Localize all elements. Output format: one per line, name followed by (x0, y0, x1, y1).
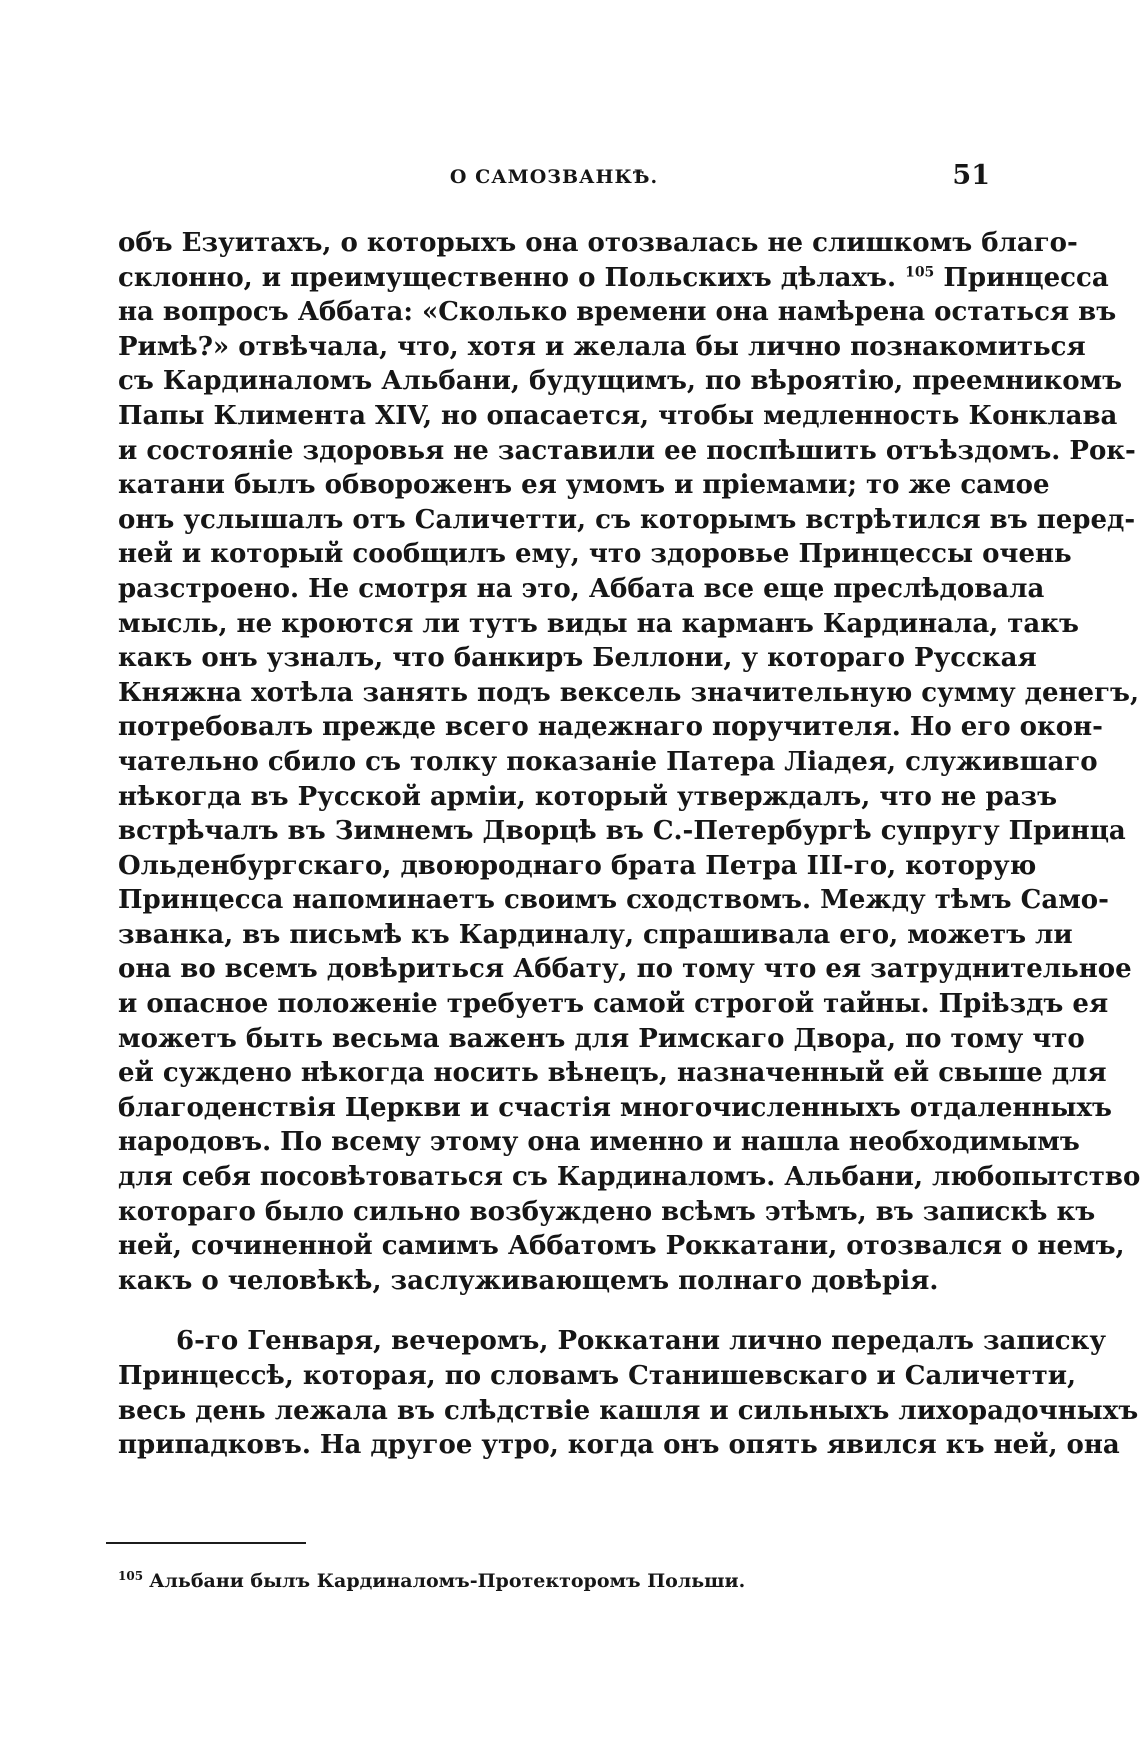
text-line: объ Езуитахъ, о которыхъ она отозвалась не слишкомъ благо- (118, 228, 1078, 258)
text-line-segment: склонно, и преимущественно о Польскихъ дѣлахъ. (118, 262, 897, 293)
text-line: какъ онъ узналъ, что банкиръ Беллони, у котораго Русская (118, 643, 1037, 674)
text-line: и состояніе здоровья не заставили ее поспѣшить отъѣздомъ. Рок- (118, 435, 1136, 466)
text-line: котораго было сильно возбуждено всѣмъ этѣмъ, въ запискѣ къ (118, 1196, 1096, 1227)
text-line: Княжна хотѣла занять подъ вексель значительную сумму денегъ, (118, 677, 1140, 708)
text-line: мысль, не кроются ли тутъ виды на карманъ Кардинала, такъ (118, 608, 1079, 639)
text-line: званка, въ письмѣ къ Кардиналу, спрашивала его, можетъ ли (118, 919, 1073, 950)
footnote-mark: 105 (118, 1568, 144, 1583)
paragraph-gap (118, 1298, 990, 1324)
paragraph-1 (118, 226, 1140, 1298)
text-line: ней и который сообщилъ ему, что здоровье Принцессы очень (118, 539, 1072, 570)
text-line: ей суждено нѣкогда носить вѣнецъ, назначенный ей свыше для (118, 1058, 1107, 1089)
page-header-title: О САМОЗВАНКѢ. (449, 166, 659, 188)
text-line: потребовалъ прежде всего надежнаго поручителя. Но его окон- (118, 712, 1103, 743)
body-text (118, 226, 1140, 1463)
text-line (118, 261, 1109, 296)
text-line: какъ о человѣкѣ, заслуживающемъ полнаго довѣрія. (118, 1265, 939, 1296)
text-line: встрѣчалъ въ Зимнемъ Дворцѣ въ С.-Петербургѣ супругу Принца (118, 816, 1126, 847)
text-line: онъ услышалъ отъ Саличетти, съ которымъ встрѣтился въ перед- (118, 504, 1136, 535)
text-line: для себя посовѣтоваться съ Кардиналомъ. Альбани, любопытство (118, 1162, 1140, 1193)
text-line: на вопросъ Аббата: «Сколько времени она намѣрена остаться въ (118, 297, 1117, 328)
text-line: припадковъ. На другое утро, когда онъ опять явился къ ней, она (118, 1430, 1120, 1461)
text-line: весь день лежала въ слѣдствіе кашля и сильныхъ лихорадочныхъ (118, 1395, 1139, 1426)
text-line: разстроено. Не смотря на это, Аббата все еще преслѣдовала (118, 573, 1045, 604)
footnote-reference[interactable]: 105 (905, 263, 935, 280)
footnote (118, 1570, 990, 1592)
text-line: Римѣ?» отвѣчала, что, хотя и желала бы лично познакомиться (118, 331, 1086, 362)
text-line: нѣкогда въ Русской арміи, который утверждалъ, что не разъ (118, 781, 1058, 812)
running-head (118, 160, 990, 196)
text-line: Принцессѣ, которая, по словамъ Станишевскаго и Саличетти, (118, 1361, 1077, 1391)
text-line: катани былъ обвороженъ ея умомъ и пріемами; то же самое (118, 470, 1050, 501)
text-line: 6-го Генваря, вечеромъ, Роккатани лично передалъ записку (176, 1326, 1106, 1357)
page-number: 51 (952, 160, 990, 191)
footnote-text: Альбани былъ Кардиналомъ-Протекторомъ Польши. (149, 1570, 746, 1592)
text-line: ней, сочиненной самимъ Аббатомъ Роккатани, отозвался о немъ, (118, 1231, 1125, 1262)
text-line-segment: Принцесса (943, 262, 1109, 293)
text-line: народовъ. По всему этому она именно и нашла необходимымъ (118, 1127, 1080, 1158)
text-line: и опасное положеніе требуетъ самой строгой тайны. Пріѣздъ ея (118, 989, 1109, 1020)
footnote-divider (106, 1542, 306, 1544)
text-line: чательно сбило съ толку показаніе Патера Ліадея, служившаго (118, 746, 1098, 777)
text-line: Принцесса напоминаетъ своимъ сходствомъ. Между тѣмъ Само- (118, 885, 1109, 916)
text-line: можетъ быть весьма важенъ для Римскаго Двора, по тому что (118, 1023, 1085, 1054)
text-line: она во всемъ довѣриться Аббату, по тому что ея затруднительное (118, 954, 1132, 985)
text-line: Папы Климента XIV, но опасается, чтобы медленность Конклава (118, 400, 1118, 431)
text-line: благоденствія Церкви и счастія многочисленныхъ отдаленныхъ (118, 1092, 1112, 1123)
paragraph-2 (118, 1324, 1139, 1462)
text-line: Ольденбургскаго, двоюроднаго брата Петра III-го, которую (118, 850, 1037, 881)
text-line: съ Кардиналомъ Альбани, будущимъ, по вѣроятію, преемникомъ (118, 366, 1123, 397)
